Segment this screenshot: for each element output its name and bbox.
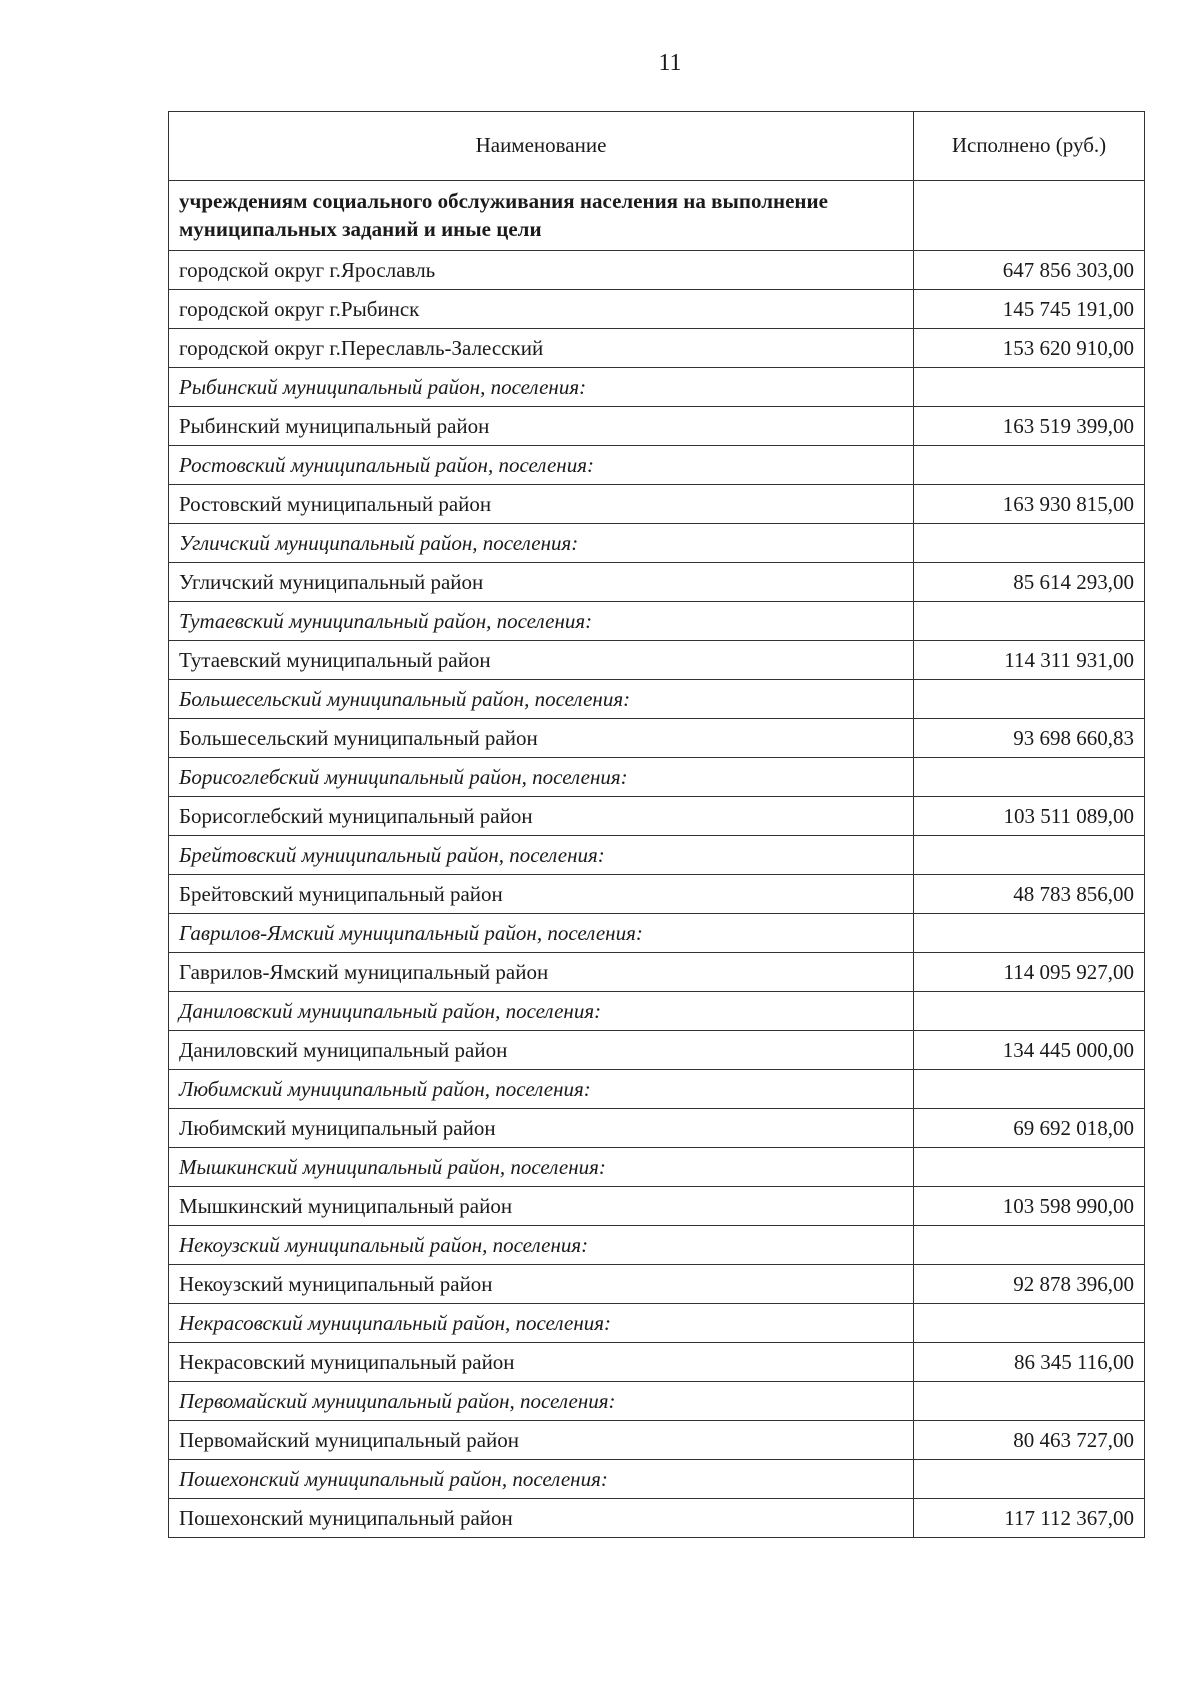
district-group-row xyxy=(169,1382,1145,1421)
district-group-label: Большесельский муниципальный район, поселения: xyxy=(169,680,914,719)
section-row xyxy=(169,181,1145,251)
row-name: Даниловский муниципальный район xyxy=(169,1031,914,1070)
table-row xyxy=(169,1265,1145,1304)
row-value xyxy=(914,758,1145,797)
row-name: Угличский муниципальный район xyxy=(169,563,914,602)
row-value: 117 112 367,00 xyxy=(914,1499,1145,1538)
header-name: Наименование xyxy=(169,112,914,181)
district-group-label: Гаврилов-Ямский муниципальный район, поселения: xyxy=(169,914,914,953)
row-value: 80 463 727,00 xyxy=(914,1421,1145,1460)
section-value-cell xyxy=(914,181,1145,251)
row-name: Брейтовский муниципальный район xyxy=(169,875,914,914)
table-body xyxy=(169,181,1145,1538)
row-name: Гаврилов-Ямский муниципальный район xyxy=(169,953,914,992)
section-title: учреждениям социального обслуживания населения на выполнение муниципальных заданий и иные цели xyxy=(169,181,914,251)
district-group-row xyxy=(169,602,1145,641)
district-group-row xyxy=(169,992,1145,1031)
district-group-label: Борисоглебский муниципальный район, поселения: xyxy=(169,758,914,797)
district-group-label: Рыбинский муниципальный район, поселения: xyxy=(169,368,914,407)
row-name: Мышкинский муниципальный район xyxy=(169,1187,914,1226)
page-number: 11 xyxy=(658,50,682,76)
row-name: Борисоглебский муниципальный район xyxy=(169,797,914,836)
district-group-row xyxy=(169,524,1145,563)
row-value xyxy=(914,992,1145,1031)
district-group-label: Некоузский муниципальный район, поселения: xyxy=(169,1226,914,1265)
row-name: Любимский муниципальный район xyxy=(169,1109,914,1148)
district-group-label: Мышкинский муниципальный район, поселения: xyxy=(169,1148,914,1187)
row-value xyxy=(914,368,1145,407)
table-row xyxy=(169,1109,1145,1148)
district-group-row xyxy=(169,368,1145,407)
row-value: 134 445 000,00 xyxy=(914,1031,1145,1070)
table-row xyxy=(169,719,1145,758)
district-group-row xyxy=(169,680,1145,719)
district-group-row xyxy=(169,1070,1145,1109)
table-row xyxy=(169,407,1145,446)
row-value: 86 345 116,00 xyxy=(914,1343,1145,1382)
table-header xyxy=(169,112,1145,181)
row-name: городской округ г.Переславль-Залесский xyxy=(169,329,914,368)
district-group-row xyxy=(169,836,1145,875)
table-row xyxy=(169,1343,1145,1382)
row-value xyxy=(914,602,1145,641)
budget-table xyxy=(168,111,1145,1538)
row-value xyxy=(914,1226,1145,1265)
row-name: Рыбинский муниципальный район xyxy=(169,407,914,446)
row-name: Первомайский муниципальный район xyxy=(169,1421,914,1460)
row-value: 48 783 856,00 xyxy=(914,875,1145,914)
table-row xyxy=(169,1421,1145,1460)
table-row xyxy=(169,485,1145,524)
row-name: городской округ г.Ярославль xyxy=(169,251,914,290)
row-value: 92 878 396,00 xyxy=(914,1265,1145,1304)
row-value xyxy=(914,1460,1145,1499)
district-group-row xyxy=(169,914,1145,953)
row-name: городской округ г.Рыбинск xyxy=(169,290,914,329)
district-group-label: Угличский муниципальный район, поселения: xyxy=(169,524,914,563)
table-row xyxy=(169,251,1145,290)
row-value xyxy=(914,1382,1145,1421)
table-row xyxy=(169,1187,1145,1226)
row-value xyxy=(914,446,1145,485)
row-value xyxy=(914,1070,1145,1109)
row-value xyxy=(914,836,1145,875)
row-value: 85 614 293,00 xyxy=(914,563,1145,602)
table-row xyxy=(169,1499,1145,1538)
district-group-label: Пошехонский муниципальный район, поселения: xyxy=(169,1460,914,1499)
district-group-row xyxy=(169,1460,1145,1499)
table-row xyxy=(169,1031,1145,1070)
row-value xyxy=(914,1304,1145,1343)
row-name: Большесельский муниципальный район xyxy=(169,719,914,758)
row-value: 114 311 931,00 xyxy=(914,641,1145,680)
table-row xyxy=(169,563,1145,602)
table-row xyxy=(169,875,1145,914)
district-group-row xyxy=(169,758,1145,797)
table-row xyxy=(169,290,1145,329)
row-value: 153 620 910,00 xyxy=(914,329,1145,368)
row-value: 145 745 191,00 xyxy=(914,290,1145,329)
district-group-label: Любимский муниципальный район, поселения: xyxy=(169,1070,914,1109)
row-value: 114 095 927,00 xyxy=(914,953,1145,992)
row-value: 163 930 815,00 xyxy=(914,485,1145,524)
district-group-label: Тутаевский муниципальный район, поселения: xyxy=(169,602,914,641)
district-group-row xyxy=(169,1148,1145,1187)
row-name: Ростовский муниципальный район xyxy=(169,485,914,524)
row-name: Пошехонский муниципальный район xyxy=(169,1499,914,1538)
row-value: 103 511 089,00 xyxy=(914,797,1145,836)
table-row xyxy=(169,329,1145,368)
row-name: Тутаевский муниципальный район xyxy=(169,641,914,680)
district-group-label: Ростовский муниципальный район, поселения: xyxy=(169,446,914,485)
row-name: Некоузский муниципальный район xyxy=(169,1265,914,1304)
row-value xyxy=(914,524,1145,563)
district-group-label: Некрасовский муниципальный район, поселения: xyxy=(169,1304,914,1343)
table-row xyxy=(169,797,1145,836)
row-value: 163 519 399,00 xyxy=(914,407,1145,446)
header-executed: Исполнено (руб.) xyxy=(914,112,1145,181)
row-value: 69 692 018,00 xyxy=(914,1109,1145,1148)
row-value xyxy=(914,1148,1145,1187)
row-value: 93 698 660,83 xyxy=(914,719,1145,758)
district-group-label: Брейтовский муниципальный район, поселения: xyxy=(169,836,914,875)
district-group-row xyxy=(169,1304,1145,1343)
table-row xyxy=(169,641,1145,680)
row-name: Некрасовский муниципальный район xyxy=(169,1343,914,1382)
district-group-label: Первомайский муниципальный район, поселения: xyxy=(169,1382,914,1421)
row-value: 103 598 990,00 xyxy=(914,1187,1145,1226)
row-value xyxy=(914,914,1145,953)
table-row xyxy=(169,953,1145,992)
row-value xyxy=(914,680,1145,719)
district-group-row xyxy=(169,1226,1145,1265)
district-group-row xyxy=(169,446,1145,485)
district-group-label: Даниловский муниципальный район, поселения: xyxy=(169,992,914,1031)
row-value: 647 856 303,00 xyxy=(914,251,1145,290)
